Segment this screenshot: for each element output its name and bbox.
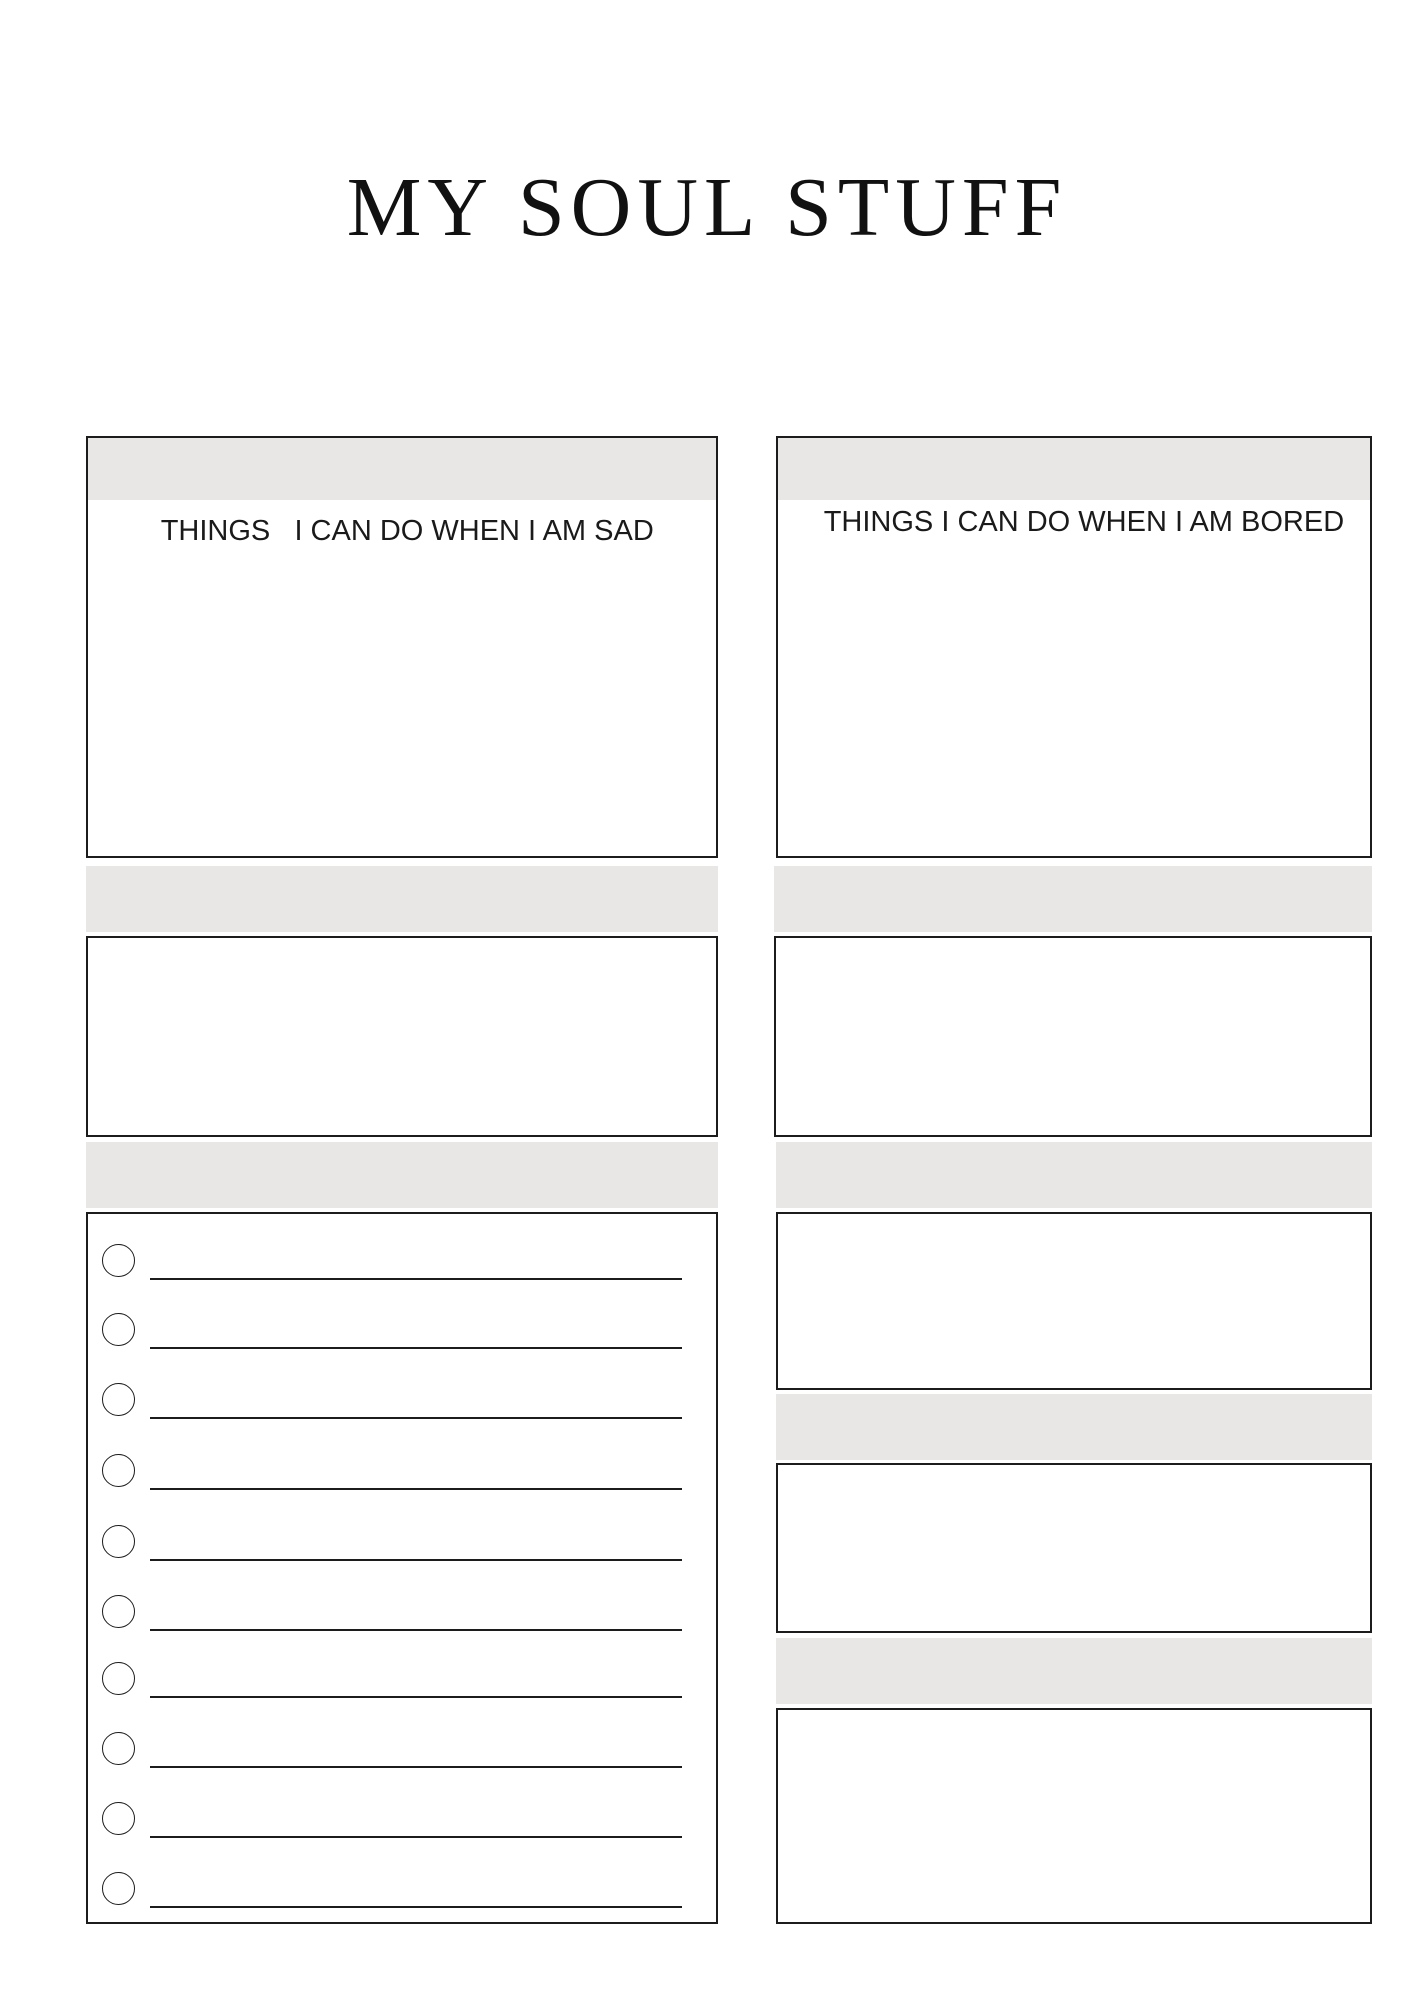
checklist-item[interactable] [88, 1313, 716, 1383]
bored-things-label: THINGS I CAN DO WHEN I AM BORED [823, 506, 1345, 538]
checklist-line[interactable] [150, 1766, 682, 1768]
checkbox-circle-icon[interactable] [102, 1872, 135, 1905]
checklist-item[interactable] [88, 1662, 716, 1732]
checklist-line[interactable] [150, 1278, 682, 1280]
checklist-item[interactable] [88, 1732, 716, 1802]
bored-things-header [778, 438, 1370, 538]
checkbox-circle-icon[interactable] [102, 1662, 135, 1695]
checklist-line[interactable] [150, 1347, 682, 1349]
pampering-checklist-box [86, 1212, 718, 1924]
sad-things-box[interactable] [86, 436, 718, 858]
checkbox-circle-icon[interactable] [102, 1313, 135, 1346]
movies-box[interactable] [774, 936, 1372, 1137]
checklist-line[interactable] [150, 1417, 682, 1419]
checkbox-circle-icon[interactable] [102, 1525, 135, 1558]
looking-forward-header [86, 866, 718, 932]
books-box[interactable] [776, 1463, 1372, 1633]
tv-shows-header [776, 1142, 1372, 1208]
movies-header [774, 866, 1372, 932]
pampering-header [86, 1142, 718, 1208]
books-header [776, 1394, 1372, 1460]
checklist-line[interactable] [150, 1906, 682, 1908]
checklist-line[interactable] [150, 1629, 682, 1631]
checklist-line[interactable] [150, 1836, 682, 1838]
checkbox-circle-icon[interactable] [102, 1732, 135, 1765]
checklist-line[interactable] [150, 1559, 682, 1561]
songs-box[interactable] [776, 1708, 1372, 1924]
checklist-item[interactable] [88, 1454, 716, 1524]
sad-things-label: THINGS I CAN DO WHEN I AM SAD [160, 515, 654, 547]
checkbox-circle-icon[interactable] [102, 1595, 135, 1628]
checklist-item[interactable] [88, 1595, 716, 1665]
checklist-line[interactable] [150, 1488, 682, 1490]
checklist-item[interactable] [88, 1525, 716, 1595]
checkbox-circle-icon[interactable] [102, 1802, 135, 1835]
checklist-item[interactable] [88, 1244, 716, 1314]
checklist-item[interactable] [88, 1872, 716, 1942]
tv-shows-box[interactable] [776, 1212, 1372, 1390]
checkbox-circle-icon[interactable] [102, 1244, 135, 1277]
page-title: MY SOUL STUFF [346, 161, 1068, 254]
bored-things-box[interactable] [776, 436, 1372, 858]
checkbox-circle-icon[interactable] [102, 1383, 135, 1416]
checkbox-circle-icon[interactable] [102, 1454, 135, 1487]
sad-things-header [88, 438, 716, 547]
checklist-item[interactable] [88, 1802, 716, 1872]
songs-header [776, 1638, 1372, 1704]
looking-forward-box[interactable] [86, 936, 718, 1137]
checklist-line[interactable] [150, 1696, 682, 1698]
checklist-item[interactable] [88, 1383, 716, 1453]
